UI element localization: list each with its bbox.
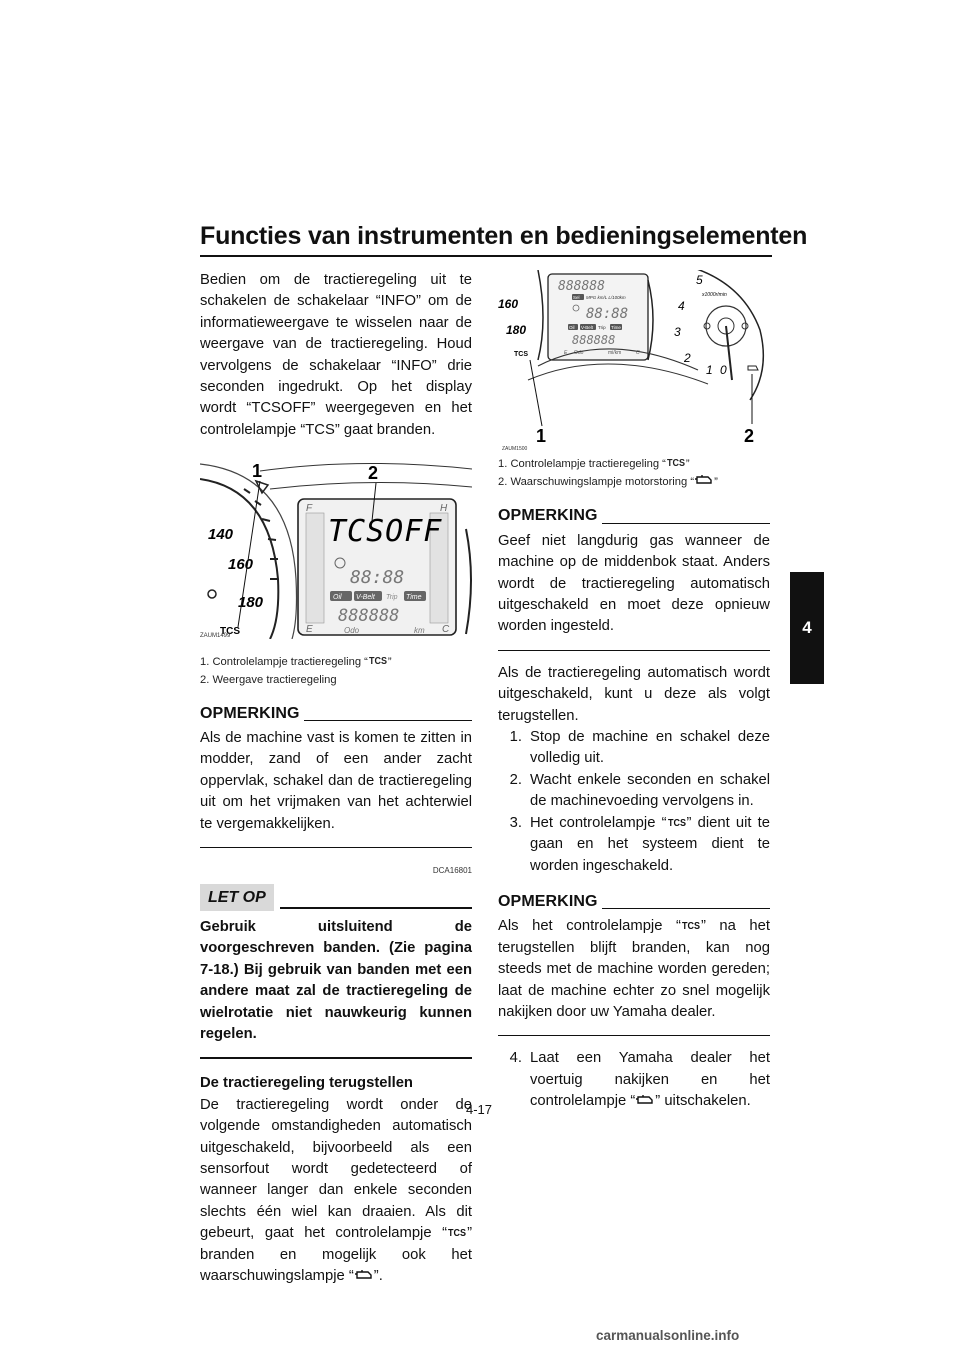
note-heading-1: OPMERKING — [200, 703, 472, 724]
caption-2: 2. Weergave tractieregeling — [200, 673, 337, 686]
tcsoff-display-text: TCSOFF — [328, 514, 443, 550]
caption-1: 1. Controlelampje tractieregeling “TCS” — [200, 653, 472, 671]
rpm-3: 3 — [674, 325, 681, 339]
time-badge: Time — [406, 594, 422, 602]
speed-label-160: 160 — [228, 556, 254, 574]
engine-warning-icon — [635, 1094, 655, 1106]
km-label: km — [414, 626, 425, 636]
tcs-symbol: TCS — [368, 655, 387, 667]
header-rule — [200, 255, 772, 257]
svg-text:888888: 888888 — [558, 279, 605, 294]
page-header — [200, 222, 808, 257]
tacho-needle — [726, 326, 732, 380]
note-heading-3: OPMERKING — [498, 891, 770, 912]
callout-1: 1 — [252, 461, 263, 482]
rpm-label: x1000r/min — [702, 292, 727, 298]
oil-badge: Oil — [333, 594, 342, 602]
speed-label-160: 160 — [498, 297, 519, 311]
footer-watermark: carmanualsonline.info — [596, 1328, 740, 1343]
step-item: 3. Het controlelampje “TCS” dient uit te gaan en het systeem dient te worden ingeschakeld. — [509, 814, 770, 874]
callout-1: 1 — [536, 426, 547, 446]
tcs-symbol: TCS — [448, 1228, 467, 1240]
page-title: Functies van instrumenten en bedieningselementen — [200, 222, 808, 250]
rpm-1: 1 — [706, 363, 713, 377]
left-column — [200, 270, 472, 1287]
oil-badge: Oil — [569, 325, 575, 330]
rpm-4: 4 — [678, 299, 685, 313]
tcs-symbol: TCS — [667, 817, 686, 829]
note-heading-2: OPMERKING — [498, 505, 770, 526]
reset-steps-continued — [498, 1048, 770, 1112]
engine-warning-icon — [354, 1269, 374, 1281]
tcs-symbol: TCS — [666, 458, 685, 470]
speed-label-140: 140 — [208, 526, 234, 544]
fuel-full-label: F — [306, 503, 313, 515]
callout-2: 2 — [368, 463, 379, 484]
speed-label-180: 180 — [506, 323, 527, 337]
mpg-label: MPG km/L L/100km — [586, 295, 626, 300]
tcs-indicator-label: TCS — [220, 626, 240, 638]
sel-badge: Sel — [573, 295, 580, 300]
rpm-2: 2 — [684, 351, 691, 365]
engine-warning-icon — [694, 474, 714, 486]
clock-digits: 88:88 — [586, 306, 629, 322]
dashboard-figure-tcs — [498, 270, 770, 459]
temp-cold-label: C — [442, 624, 450, 636]
reset-steps — [498, 727, 770, 877]
figure-2-captions — [498, 455, 770, 491]
note-2-text: Geef niet langdurig gas wanneer de machine op de middenbok staat. Anders wordt de tractieregeling automatisch uitgeschakeld en moet deze opnieuw worden ingesteld. — [498, 532, 770, 635]
fuel-empty-label: E — [306, 624, 313, 636]
note-2-end-rule — [498, 650, 770, 651]
figure-code: ZAUM1499 — [200, 633, 231, 640]
fuel-empty-label: E — [564, 350, 568, 356]
temp-cold-label: C — [636, 350, 640, 356]
right-column — [498, 270, 770, 1113]
vbelt-badge: V-Belt — [356, 594, 375, 602]
note-1-end-rule — [200, 847, 472, 848]
step-item: 1. Stop de machine en schakel deze volledig uit. — [509, 729, 770, 767]
odo-label: Odo — [574, 350, 584, 356]
temp-hot-label: H — [440, 503, 448, 515]
rpm-0: 0 — [720, 363, 727, 377]
figure-1-captions — [200, 653, 472, 689]
dashboard-illustration-1 — [200, 459, 472, 639]
trip-label: Trip — [386, 594, 398, 602]
caution-heading: LET OP — [200, 884, 472, 911]
caption-2: 2. Waarschuwingslampje motorstoring “ ” — [498, 476, 718, 489]
intro-paragraph: Bedien om de tractieregeling uit te schakelen de schakelaar “INFO” om de informatieweergave te wisselen naar de weergave van de tractieregeling. Houd vervolgens de schakelaar “INFO” drie seconden ingedrukt. Op het display wordt “TCSOFF” weergegeven en het controlelampje “TCS” gaat branden. — [200, 272, 472, 438]
figure-code: ZAUM1500 — [502, 446, 528, 452]
callout-2: 2 — [744, 426, 755, 446]
note-3-end-rule — [498, 1035, 770, 1036]
engine-warning-icon — [748, 366, 758, 370]
vbelt-badge: V-Belt — [581, 325, 594, 330]
caution-end-rule — [200, 1057, 472, 1059]
odometer-digits: 888888 — [338, 606, 400, 627]
reset-paragraph: De tractieregeling wordt onder de volgende omstandigheden automatisch uitgeschakeld, bijvoorbeeld als een sensorfout wordt gedetecteerd of wanneer langer dan enkele seconden slechts één wiel kan draaien. Als dit gebeurt, gaat het controlelampje “TCS” branden en mogelijk ook het waarschuwingslampje “ ”. — [200, 1096, 472, 1284]
caption-1: 1. Controlelampje tractieregeling “TCS” — [498, 455, 770, 473]
tcs-indicator-label: TCS — [514, 351, 528, 358]
step-item: 2. Wacht enkele seconden en schakel de machinevoeding vervolgens in. — [509, 771, 770, 810]
unit-label: mi/km — [608, 350, 622, 356]
tcs-symbol: TCS — [681, 921, 700, 933]
note-1-text: Als de machine vast is komen te zitten in modder, zand of een ander zacht oppervlak, schakel dan de tractieregeling uit om het vrijmaken van het achterwiel te vergemakkelijken. — [200, 730, 472, 832]
clock-digits: 88:88 — [350, 567, 405, 589]
reset-heading: De tractieregeling terugstellen — [200, 1075, 413, 1092]
time-badge: Time — [611, 325, 621, 330]
caution-code: DCA16801 — [432, 866, 472, 876]
step-item: 4. Laat een Yamaha dealer het voertuig nakijken en het controlelampje “ ” uitschakelen. — [509, 1050, 770, 1110]
rpm-5: 5 — [696, 273, 703, 287]
odo-label: Odo — [344, 626, 360, 636]
page-number: 4-17 — [466, 1102, 493, 1117]
bolt-icon — [208, 590, 216, 598]
odometer-digits: 888888 — [572, 333, 616, 347]
trip-label: Trip — [598, 325, 606, 330]
caution-text: Gebruik uitsluitend de voorgeschreven banden. (Zie pagina 7-18.) Bij gebruik van banden met een andere maat zal de tractieregeling de wielrotatie niet nauwkeurig kunnen regelen. — [200, 918, 472, 1042]
chapter-tab: 4 — [790, 572, 824, 684]
speed-label-180: 180 — [238, 594, 264, 612]
note-3-text: Als het controlelampje “TCS” na het terugstellen blijft branden, kan nog steeds met de machine worden gereden; laat de machine echter zo snel mogelijk nakijken door uw Yamaha dealer. — [498, 918, 770, 1020]
dashboard-illustration-2 — [498, 270, 770, 452]
reset-intro: Als de tractieregeling automatisch wordt uitgeschakeld, kunt u deze als volgt terugstellen. — [498, 664, 770, 724]
dashboard-figure-tcsoff — [200, 459, 472, 646]
